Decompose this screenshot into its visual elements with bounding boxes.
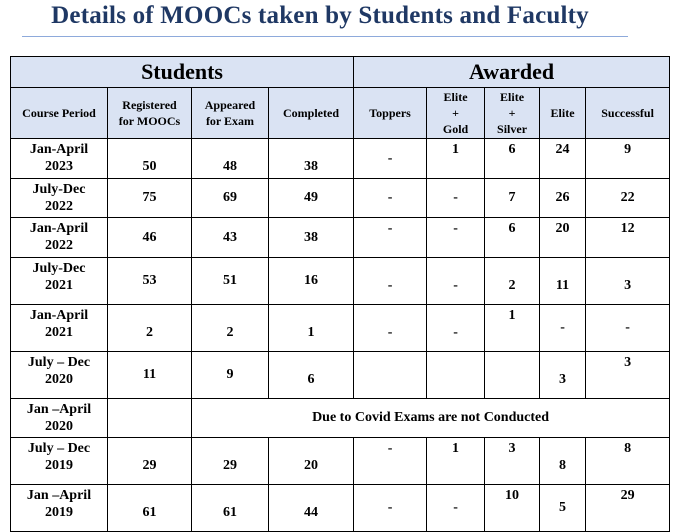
elite-gold-cell: - (427, 305, 485, 352)
appeared-cell: 43 (192, 218, 269, 258)
registered-cell: 61 (108, 485, 192, 532)
table-row (11, 485, 670, 532)
course-period-cell (11, 399, 108, 438)
course-period-line: 2023 (45, 159, 73, 174)
registered-cell: 53 (108, 258, 192, 305)
elite-gold-cell: 1 (427, 139, 485, 179)
toppers-cell: - (354, 485, 427, 532)
course-period-line: 2020 (45, 419, 73, 434)
header-registered-line2: for MOOCs (118, 114, 181, 128)
elite-silver-cell: 1 (485, 305, 540, 352)
appeared-cell: 61 (192, 485, 269, 532)
empty-cell (108, 399, 192, 438)
completed-cell: 44 (269, 485, 354, 532)
table-row (11, 139, 670, 179)
completed-cell: 1 (269, 305, 354, 352)
appeared-cell: 51 (192, 258, 269, 305)
appeared-cell: 29 (192, 438, 269, 485)
completed-cell: 38 (269, 139, 354, 179)
course-period-line: 2021 (45, 325, 73, 340)
toppers-cell: - (354, 139, 427, 179)
header-elite-silver-line2: + (508, 106, 516, 120)
appeared-cell: 48 (192, 139, 269, 179)
elite-silver-cell: 2 (485, 258, 540, 305)
column-header-row (11, 88, 670, 139)
registered-cell: 46 (108, 218, 192, 258)
course-period-cell (11, 139, 108, 179)
successful-cell: 3 (586, 352, 670, 399)
completed-cell: 6 (269, 352, 354, 399)
elite-gold-cell: - (427, 218, 485, 258)
successful-cell: 3 (586, 258, 670, 305)
successful-cell: 8 (586, 438, 670, 485)
elite-silver-cell: 10 (485, 485, 540, 532)
table-row (11, 305, 670, 352)
completed-cell: 49 (269, 179, 354, 218)
course-period-cell (11, 352, 108, 399)
header-completed: Completed (269, 88, 354, 139)
registered-cell: 2 (108, 305, 192, 352)
appeared-cell: 9 (192, 352, 269, 399)
elite-cell: - (540, 305, 586, 352)
header-course-period: Course Period (11, 88, 108, 139)
appeared-cell: 69 (192, 179, 269, 218)
course-period-cell (11, 438, 108, 485)
successful-cell: - (586, 305, 670, 352)
elite-cell: 3 (540, 352, 586, 399)
toppers-cell: - (354, 218, 427, 258)
header-toppers: Toppers (354, 88, 427, 139)
elite-cell: 11 (540, 258, 586, 305)
course-period-line: July – Dec (27, 441, 91, 456)
elite-cell: 20 (540, 218, 586, 258)
successful-cell: 9 (586, 139, 670, 179)
registered-cell: 11 (108, 352, 192, 399)
header-elite-gold-line2: + (452, 106, 459, 120)
elite-gold-cell (427, 352, 485, 399)
table-row (11, 352, 670, 399)
course-period-line: July-Dec (32, 261, 86, 276)
moocs-table (10, 56, 670, 532)
course-period-line: Jan-April (29, 142, 89, 157)
header-elite: Elite (540, 88, 586, 139)
toppers-cell (354, 352, 427, 399)
successful-cell: 22 (586, 179, 670, 218)
toppers-cell: - (354, 305, 427, 352)
course-period-line: 2022 (45, 199, 73, 214)
elite-gold-cell: - (427, 179, 485, 218)
elite-silver-cell: 6 (485, 218, 540, 258)
course-period-cell (11, 305, 108, 352)
table-row (11, 258, 670, 305)
header-appeared (192, 88, 269, 139)
header-elite-gold-line1: Elite (443, 90, 468, 104)
elite-gold-cell: - (427, 485, 485, 532)
toppers-cell: - (354, 438, 427, 485)
elite-gold-cell: - (427, 258, 485, 305)
elite-silver-cell: 7 (485, 179, 540, 218)
course-period-cell (11, 179, 108, 218)
header-elite-silver (485, 88, 540, 139)
course-period-line: July – Dec (27, 355, 91, 370)
elite-cell: 5 (540, 485, 586, 532)
elite-cell: 8 (540, 438, 586, 485)
elite-cell: 24 (540, 139, 586, 179)
title-underline (22, 36, 628, 37)
table-row (11, 218, 670, 258)
page-title: Details of MOOCs taken by Students and Faculty (51, 2, 589, 29)
header-elite-silver-line3: Silver (497, 122, 528, 136)
completed-cell: 38 (269, 218, 354, 258)
elite-silver-cell: 6 (485, 139, 540, 179)
course-period-line: 2020 (45, 372, 73, 387)
elite-gold-cell: 1 (427, 438, 485, 485)
header-registered (108, 88, 192, 139)
course-period-line: Jan –April (26, 488, 92, 503)
table-body (11, 139, 670, 532)
toppers-cell: - (354, 258, 427, 305)
table-row (11, 399, 670, 438)
table-row (11, 438, 670, 485)
table-row (11, 179, 670, 218)
students-group-header: Students (11, 57, 354, 88)
covid-note: Due to Covid Exams are not Conducted (192, 399, 670, 438)
awarded-group-header: Awarded (354, 57, 670, 88)
toppers-cell: - (354, 179, 427, 218)
elite-cell: 26 (540, 179, 586, 218)
course-period-line: 2021 (45, 278, 73, 293)
course-period-cell (11, 258, 108, 305)
appeared-cell: 2 (192, 305, 269, 352)
group-header-row (11, 57, 670, 88)
header-appeared-line2: for Exam (205, 114, 255, 128)
course-period-line: Jan-April (29, 308, 89, 323)
course-period-cell (11, 218, 108, 258)
course-period-line: 2019 (45, 458, 73, 473)
registered-cell: 75 (108, 179, 192, 218)
completed-cell: 20 (269, 438, 354, 485)
course-period-line: 2022 (45, 238, 73, 253)
header-elite-gold (427, 88, 485, 139)
course-period-line: Jan-April (29, 221, 89, 236)
registered-cell: 29 (108, 438, 192, 485)
header-elite-gold-line3: Gold (442, 122, 469, 136)
completed-cell: 16 (269, 258, 354, 305)
course-period-line: July-Dec (32, 182, 86, 197)
header-elite-silver-line1: Elite (500, 90, 525, 104)
course-period-line: Jan –April (26, 402, 92, 417)
successful-cell: 12 (586, 218, 670, 258)
successful-cell: 29 (586, 485, 670, 532)
registered-cell: 50 (108, 139, 192, 179)
course-period-cell (11, 485, 108, 532)
elite-silver-cell (485, 352, 540, 399)
header-registered-line1: Registered (122, 98, 177, 112)
elite-silver-cell: 3 (485, 438, 540, 485)
header-successful: Successful (586, 88, 670, 139)
course-period-line: 2019 (45, 505, 73, 520)
header-appeared-line1: Appeared (204, 98, 256, 112)
